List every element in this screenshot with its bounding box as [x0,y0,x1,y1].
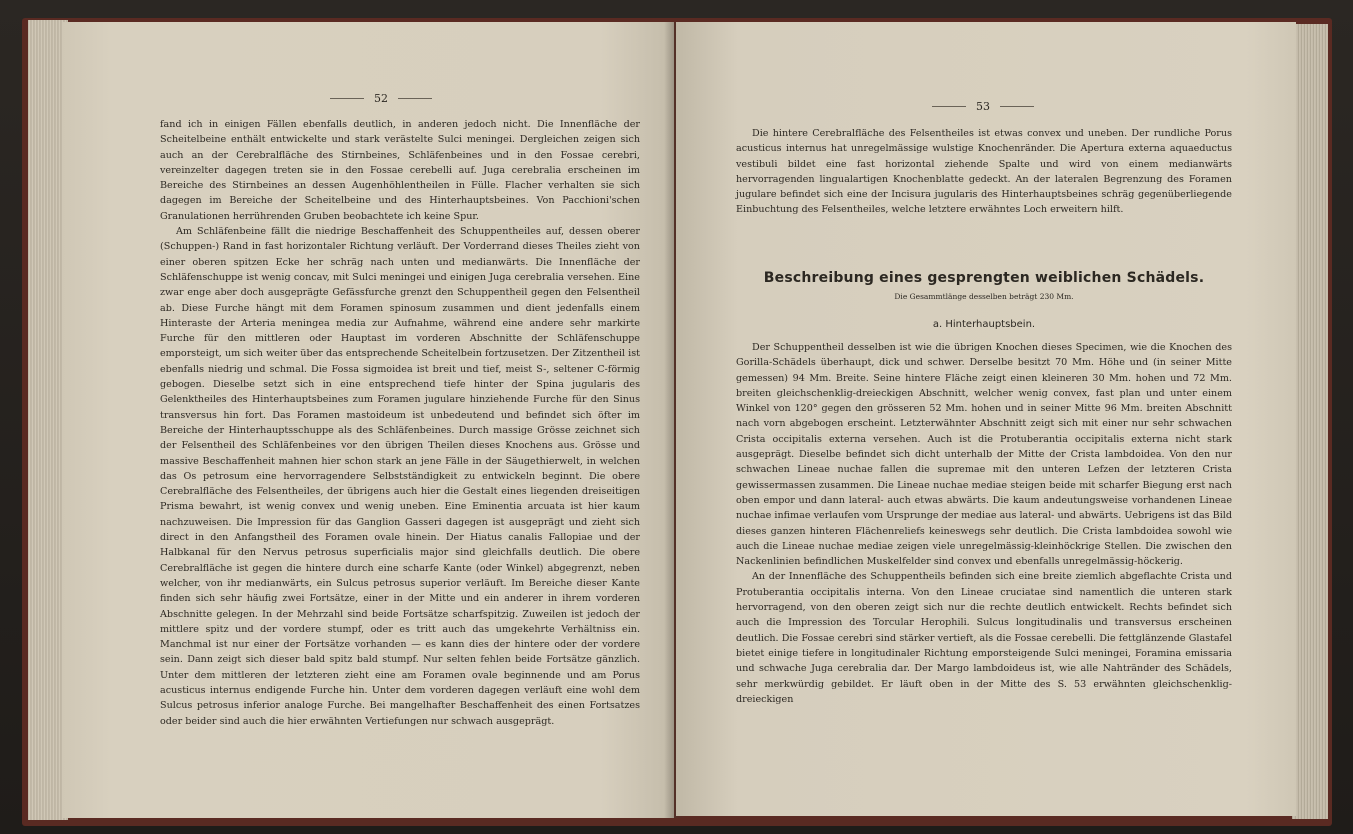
right-page-number-row [932,100,1034,113]
right-page [676,22,1296,816]
page-number-rule [932,106,966,107]
left-page-number: 52 [374,92,388,105]
section-title: a. Hinterhauptsbein. [932,319,1036,330]
page-number-rule [330,98,364,99]
page-edges-right [1292,24,1328,819]
right-page-number: 53 [976,100,990,113]
paragraph: fand ich in einigen Fällen ebenfalls deutlich, in anderen jedoch nicht. Die Innenfläche der Scheitelbeine enthält entwickelte und stark verästelte Sulci meningei. Dergleichen zeigen sich auch an der Cerebralfläche des Stirnbeines, Schläfenbeines und in den Fossae cerebri, vereinzelter dagegen treten sie in den Fossae cerebelli auf. Juga cerebralia erscheinen im Bereiche des Stirnbeines an dessen Augenhöhlentheilen in Fülle. Flacher verhalten sie sich dagegen im Bereiche der Scheitelbeine und des Hinterhauptsbeines. Von Pacchioni'schen Granulationen herrührenden Gruben beobachtete ich keine Spur. [160,119,640,222]
right-page-text [736,340,1232,707]
paragraph: Am Schläfenbeine fällt die niedrige Beschaffenheit des Schuppentheiles auf, dessen oberer (Schuppen-) Rand in fast horizontaler Richtung verläuft. Der Vorderrand dieses Theiles zieht von einer oberen spitzen Ecke her schräg nach unten und medianwärts. Die Innenfläche der Schläfenschuppe ist wenig concav, mit Sulci meningei und einigen Juga cerebralia versehen. Eine zwar enge aber doch ausgeprägte Gefässfurche grenzt den Schuppentheil gegen den Felsentheil ab. Diese Furche hängt mit dem Foramen spinosum zusammen und dient jedenfalls einem Hinteraste der Arteria meningea media zur Aufnahme, während eine andere sehr markirte Furche für den mittleren oder Hauptast im vorderen Abschnitte der Schläfenschuppe emporsteigt, um sich weiter über das entsprechende Scheitelbein fortzusetzen. Der Zitzentheil ist ebenfalls niedrig und schmal. Die Fossa sigmoidea ist breit und tief, meist S-, seltener C-förmig gebogen. Dieselbe setzt sich in eine entsprechend tiefe hinter der Spina jugularis des Gelenktheiles des Hinterhauptsbeines zum Foramen jugulare hinziehende Furche für den Sinus transversus hin fort. Das Foramen mastoideum ist unbedeutend und befindet sich öfter im Bereiche der Hinterhauptsschuppe als des Schläfenbeines. Durch massige Grösse zeichnet sich der Felsentheil des Schläfenbeines vor den übrigen Theilen dieses Knochens aus. Grösse und massive Beschaffenheit mahnen hier schon stark an jene Fälle in der Säugethierwelt, in welchen das Os petrosum eine hervorragendere Selbstständigkeit zu entwickeln beginnt. Die obere Cerebralfläche des Felsentheiles, der übrigens auch hier die Gestalt eines liegenden dreiseitigen Prisma bewahrt, ist wenig convex und wenig uneben. Eine Eminentia arcuata ist hier kaum nachzuweisen. Die Impression für das Ganglion Gasseri dagegen ist ausgeprägt und zieht sich direct in den Anfangstheil des Foramen ovale hinein. Der Hiatus canalis Fallopiae und der Halbkanal für den Nervus petrosus superficialis major sind gleichfalls deutlich. Die obere Cerebralfläche ist gegen die hintere durch eine scharfe Kante (oder Winkel) abgegrenzt, neben welcher, von ihr medianwärts, ein Sulcus petrosus superior verläuft. Im Bereiche dieser Kante finden sich sehr häufig zwei Fortsätze, einer in der Mitte und ein anderer in ihrem vorderen Abschnitte gelegen. In der Mehrzahl sind beide Fortsätze scharfspitzig. Zuweilen ist jedoch der mittlere spitz und der vordere stumpf, oder es tritt auch das umgekehrte Verhältniss ein. Manchmal ist nur einer der Fortsätze vorhanden — es kann dies der hintere oder der vordere sein. Dann zeigt sich dieser bald spitz bald stumpf. Nur selten fehlen beide Fortsätze gänzlich. Unter dem mittleren der letzteren zieht eine am Foramen ovale beginnende und am Porus acusticus internus endigende Furche hin. Unter dem vorderen dagegen verläuft eine wohl dem Sulcus petrosus inferior analoge Furche. Bei mangelhafter Beschaffenheit des einen Fortsatzes oder beider sind auch die hier erwähnten Vertiefungen nur schwach ausgeprägt. [160,226,640,727]
page-number-rule [398,98,432,99]
right-page-intro-text [736,126,1232,218]
page-number-rule [1000,106,1034,107]
paragraph: Der Schuppentheil desselben ist wie die übrigen Knochen dieses Specimen, wie die Knochen des Gorilla-Schädels überhaupt, dick und schwer. Derselbe besitzt 70 Mm. Höhe und (in seiner Mitte gemessen) 94 Mm. Breite. Seine hintere Fläche zeigt einen kleineren 30 Mm. hohen und 72 Mm. breiten gleichschenklig-dreieckigen Abschnitt, welcher wenig convex, fast plan und unter einem Winkel von 120° gegen den grösseren 52 Mm. hohen und in seiner Mitte 96 Mm. breiten Abschnitt nach vorn abgebogen erscheint. Letzterwähnter Abschnitt zeigt sich mit einer nur sehr schwachen Crista occipitalis externa versehen. Auch ist die Protuberantia occipitalis externa nicht stark ausgeprägt. Dieselbe befindet sich dicht unterhalb der Mitte der Crista lambdoidea. Von den nur schwachen Lineae nuchae fallen die supremae mit den unteren Lefzen der letzteren Crista gewissermassen zusammen. Die Lineae nuchae mediae steigen beide mit scharfer Biegung erst nach oben empor und dann lateral- auch etwas abwärts. Die kaum andeutungsweise vorhandenen Lineae nuchae infimae verlaufen vom Ursprunge der mediae aus lateral- und abwärts. Uebrigens ist das Bild dieses ganzen hinteren Flächenreliefs keineswegs sehr deutlich. Die Crista lambdoidea sowohl wie auch die Lineae nuchae mediae zeigen viele unregelmässig-kleinhöckrige Stellen. Die zwischen den Nackenlinien befindlichen Muskelfelder sind convex und ebenfalls unregelmässig-höckerig. [736,342,1232,568]
chapter-subheading: Die Gesammtlänge desselben beträgt 230 Mm. [894,292,1074,301]
chapter-heading: Beschreibung eines gesprengten weiblichen Schädels. [763,270,1205,286]
paragraph: Die hintere Cerebralfläche des Felsentheiles ist etwas convex und uneben. Der rundliche Porus acusticus internus hat unregelmässige wulstige Knochenränder. Die Apertura externa aquaeductus vestibuli bildet eine fast horizontal ziehende Spalte und wird von einem medianwärts hervorragenden lingualartigen Knochenblatte gedeckt. An der lateralen Begrenzung des Foramen jugulare befindet sich eine der Incisura jugularis des Hinterhauptsbeines schräg gegenüberliegende Einbuchtung des Felsentheiles, welche letztere erwähntes Loch erweitern hilft. [736,128,1232,216]
left-page-number-row [330,92,432,105]
left-page [62,22,674,818]
left-page-text [160,117,640,729]
paragraph: An der Innenfläche des Schuppentheils befinden sich eine breite ziemlich abgeflachte Crista und Protuberantia occipitalis interna. Von den Lineae cruciatae sind namentlich die unteren stark hervorragend, von den oberen zeigt sich nur die rechte deutlich entwickelt. Rechts befindet sich auch die Impression des Torcular Herophili. Sulcus longitudinalis und transversus erscheinen deutlich. Die Fossae cerebri sind stärker vertieft, als die Fossae cerebelli. Die fettglänzende Glastafel bietet einige tiefere in longitudinaler Richtung emporsteigende Sulci meningei, Foramina emissaria und schwache Juga cerebralia dar. Der Margo lambdoideus ist, wie alle Nahtränder des Schädels, sehr merkwürdig gebildet. Er läuft oben in der Mitte des S. 53 erwähnten gleichschenklig-dreieckigen [736,571,1232,705]
